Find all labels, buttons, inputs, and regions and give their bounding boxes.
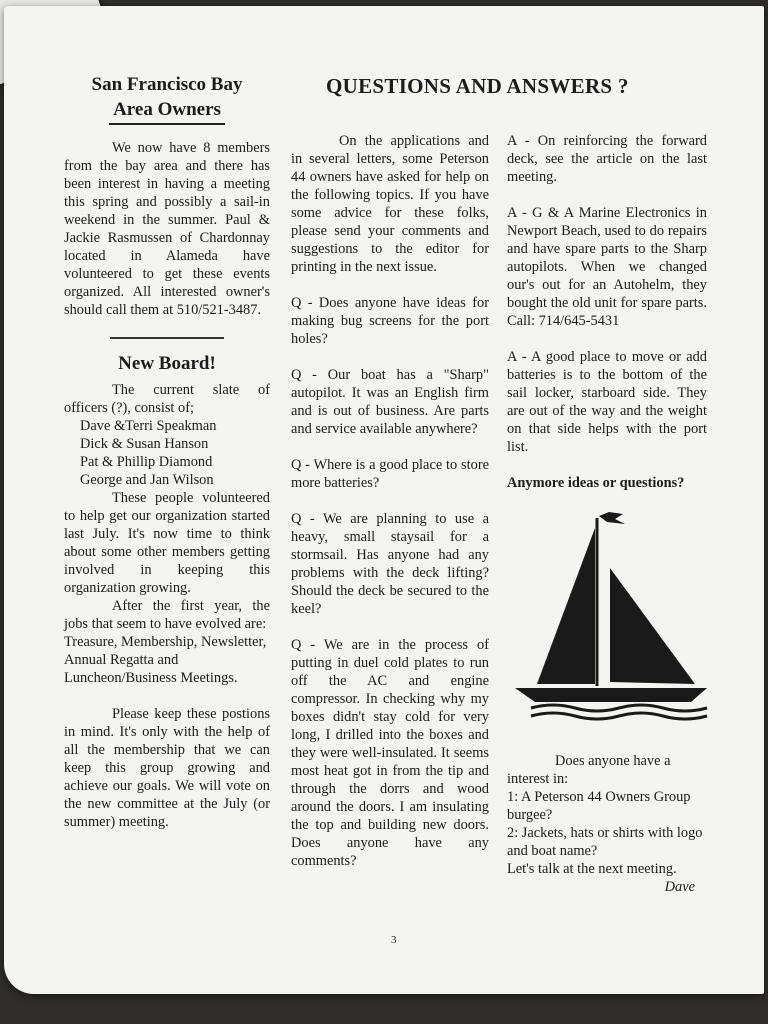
- answer-item: A - A good place to move or add batteries is to the bottom of the sail locker, starboard side. They are out of the way and the weight on that side helps with the port list.: [507, 349, 707, 455]
- officer-item: Dave &Terri Speakman: [80, 418, 217, 434]
- jobs-list: Treasure, Membership, Newsletter, Annual Regatta and Luncheon/Business Meetings.: [64, 634, 267, 686]
- sailboat-icon: [513, 506, 709, 726]
- signature: Dave: [664, 879, 695, 895]
- sf-bay-heading-line2: Area Owners: [109, 97, 225, 125]
- sf-bay-paragraph: We now have 8 members from the bay area and there has been interest in having a meeting this spring and possibly a sail-in weekend in the summer. Paul & Jackie Rasmussen of Chardonnay located in Alameda have volunteered to get these events organized. All interested owner's should call them at 510/521-3487.: [64, 140, 270, 318]
- question-item: Q - Our boat has a "Sharp" autopilot. It was an English firm and is out of business. Are parts and service available anywhere?: [291, 367, 489, 437]
- sailboat-jib: [610, 568, 695, 684]
- interest-intro: Does anyone have a interest in:: [507, 753, 671, 787]
- more-ideas-heading: Anymore ideas or questions?: [507, 475, 685, 491]
- sf-bay-heading: [64, 72, 270, 125]
- questions-intro: On the applications and in several letters, some Peterson 44 owners have asked for help on the following topics. If you have some advice for these folks, please send your comments and suggestions to the editor for printing in the next issue.: [291, 133, 489, 275]
- section-divider: [110, 337, 224, 339]
- page-title: QUESTIONS AND ANSWERS ?: [326, 74, 629, 98]
- jobs-paragraph: After the first year, the jobs that seem to have evolved are:: [64, 598, 270, 632]
- officer-item: George and Jan Wilson: [80, 472, 214, 488]
- column-left: [64, 72, 270, 831]
- sf-bay-heading-line1: San Francisco Bay: [91, 74, 243, 95]
- question-item: Q - Does anyone have ideas for making bug screens for the port holes?: [291, 295, 489, 347]
- closing-line: Let's talk at the next meeting.: [507, 861, 677, 877]
- question-item: Q - We are planning to use a heavy, small staysail for a stormsail. Has anyone had any problems with the deck lifting? Should the deck be secured to the keel?: [291, 511, 489, 617]
- officers-list: [64, 417, 270, 489]
- sailboat-mainsail: [537, 528, 595, 684]
- new-board-heading: New Board!: [118, 353, 216, 374]
- closing-paragraph: Please keep these postions in mind. It's only with the help of all the membership that we can keep this group growing and achieve our goals. We will vote on the new committee at the July (or summer) meeting.: [64, 706, 270, 830]
- answer-item: A - G & A Marine Electronics in Newport Beach, used to do repairs and have spare parts to the Sharp autopilots. When we changed our's out for an Autohelm, they bought the old unit for spare parts. Call: 714/645-5431: [507, 205, 707, 329]
- board-intro: The current slate of officers (?), consist of;: [64, 382, 270, 416]
- sailboat-hull: [515, 688, 707, 702]
- page-number: 3: [391, 934, 397, 946]
- sailboat-flag: [599, 512, 625, 524]
- officer-item: Dick & Susan Hanson: [80, 436, 209, 452]
- question-item: Q - Where is a good place to store more batteries?: [291, 457, 489, 491]
- newsletter-page: [4, 6, 764, 994]
- column-middle: [291, 132, 489, 870]
- question-item: Q - We are in the process of putting in duel cold plates to run off the AC and engine compressor. In checking why my boxes didn't stay cold for very long, I drilled into the boxes and they were well-insulated. It seems most heat got in from the tip and through the dorrs and wood around the doors. I am insulating the top and building new doors. Does anyone have any comments?: [291, 637, 489, 869]
- column-right: [507, 132, 707, 896]
- volunteer-paragraph: These people volunteered to help get our organization started last July. It's now time to think about some other members getting involved in keeping this organization growing.: [64, 490, 270, 596]
- officer-item: Pat & Phillip Diamond: [80, 454, 213, 470]
- interest-item: 1: A Peterson 44 Owners Group burgee?: [507, 789, 691, 823]
- wave-line-1: [531, 705, 707, 711]
- wave-line-2: [531, 713, 707, 719]
- answer-item: A - On reinforcing the forward deck, see the article on the last meeting.: [507, 133, 707, 185]
- interest-item: 2: Jackets, hats or shirts with logo and boat name?: [507, 825, 703, 859]
